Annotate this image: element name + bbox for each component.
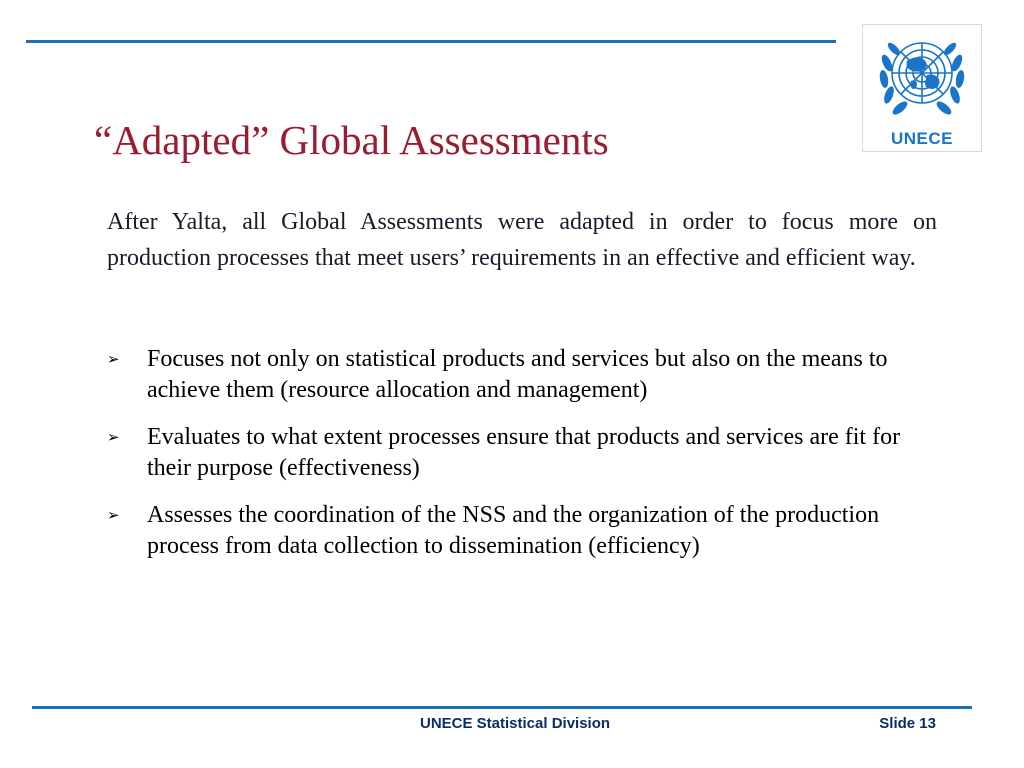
top-divider	[26, 40, 836, 43]
bullet-item	[107, 422, 937, 484]
logo-text: UNECE	[890, 129, 953, 148]
bullet-item	[107, 344, 937, 406]
intro-paragraph: After Yalta, all Global Assessments were adapted in order to focus more on production processes that meet users’ requirements in an effective and efficient way.	[107, 209, 937, 271]
arrow-bullet-icon: ➢	[107, 428, 120, 446]
footer-organization: UNECE Statistical Division	[420, 715, 611, 732]
bullet-text: Focuses not only on statistical products and services but also on the means to achieve them (resource allocation and management)	[147, 346, 888, 403]
slide-title: “Adapted” Global Assessments	[94, 117, 609, 163]
bullet-item	[107, 500, 937, 562]
slide-number: Slide 13	[879, 715, 936, 732]
arrow-bullet-icon: ➢	[107, 350, 120, 368]
bullet-text: Assesses the coordination of the NSS and the organization of the production process from data collection to dissemination (efficiency)	[147, 502, 880, 559]
arrow-bullet-icon: ➢	[107, 506, 120, 524]
un-emblem-icon	[867, 27, 977, 127]
unece-logo	[862, 24, 982, 152]
bottom-divider	[32, 706, 972, 709]
bullet-list	[107, 344, 937, 578]
bullet-text: Evaluates to what extent processes ensure that products and services are fit for their purpose (effectiveness)	[147, 424, 901, 481]
